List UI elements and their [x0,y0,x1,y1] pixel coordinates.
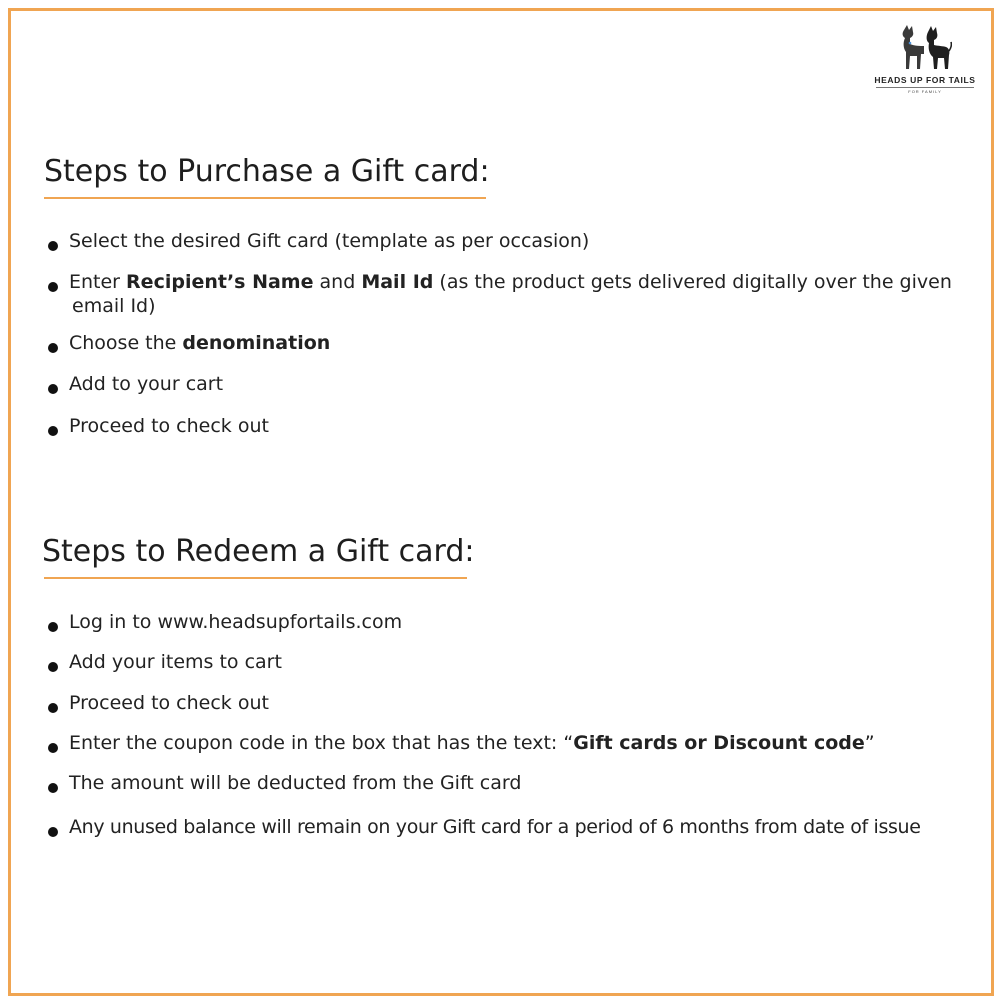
denomination-emphasis: denomination [182,332,331,355]
list-item [46,229,952,254]
gift-cards-discount-code-emphasis: Gift cards or Discount code [573,732,865,755]
brand-name: HEADS UP FOR TAILS [874,75,976,85]
brand-logo [874,24,976,96]
brand-tagline: FOR FAMILY [908,89,942,94]
purchase-step-2-text-c: and [313,270,362,293]
purchase-step-2-text-e: (as the product gets delivered digitally over the given [433,270,952,293]
list-item [46,771,921,796]
purchase-step-5-text: Proceed to check out [69,415,269,438]
list-item [46,650,921,675]
redeem-steps-list [46,610,921,840]
recipient-name-emphasis: Recipient’s Name [126,270,314,293]
list-item [46,815,921,840]
redeem-step-5-text: The amount will be deducted from the Gift card [69,771,522,794]
list-item [46,691,921,716]
redeem-step-3-text: Proceed to check out [69,692,269,715]
redeem-step-4-text-a: Enter the coupon code in the box that has the text: “ [69,732,574,755]
list-item [46,372,952,397]
list-item [46,270,952,319]
redeem-step-6-text: Any unused balance will remain on your Gift card for a period of 6 months from date of issue [69,816,921,839]
brand-divider [876,87,974,88]
list-item [46,610,921,635]
purchase-heading: Steps to Purchase a Gift card: [44,154,490,189]
redeem-heading-underline [44,577,467,579]
purchase-step-1-text: Select the desired Gift card (template as per occasion) [69,230,590,252]
purchase-heading-underline [44,197,486,199]
purchase-step-4-text: Add to your cart [69,372,224,395]
list-item [46,414,952,439]
redeem-step-4-text-c: ” [864,732,875,755]
two-dogs-silhouette-icon [898,24,952,72]
redeem-heading: Steps to Redeem a Gift card: [42,534,475,569]
list-item [46,731,921,756]
purchase-steps-list [46,229,952,439]
purchase-step-2-text-a: Enter [69,270,127,293]
list-item [46,331,952,356]
redeem-step-2-text: Add your items to cart [69,650,282,673]
purchase-step-2-continuation: email Id) [72,295,156,318]
mail-id-emphasis: Mail Id [361,270,434,293]
redeem-step-1-text: Log in to www.headsupfortails.com [69,611,403,633]
purchase-step-3-text-a: Choose the [69,332,183,355]
